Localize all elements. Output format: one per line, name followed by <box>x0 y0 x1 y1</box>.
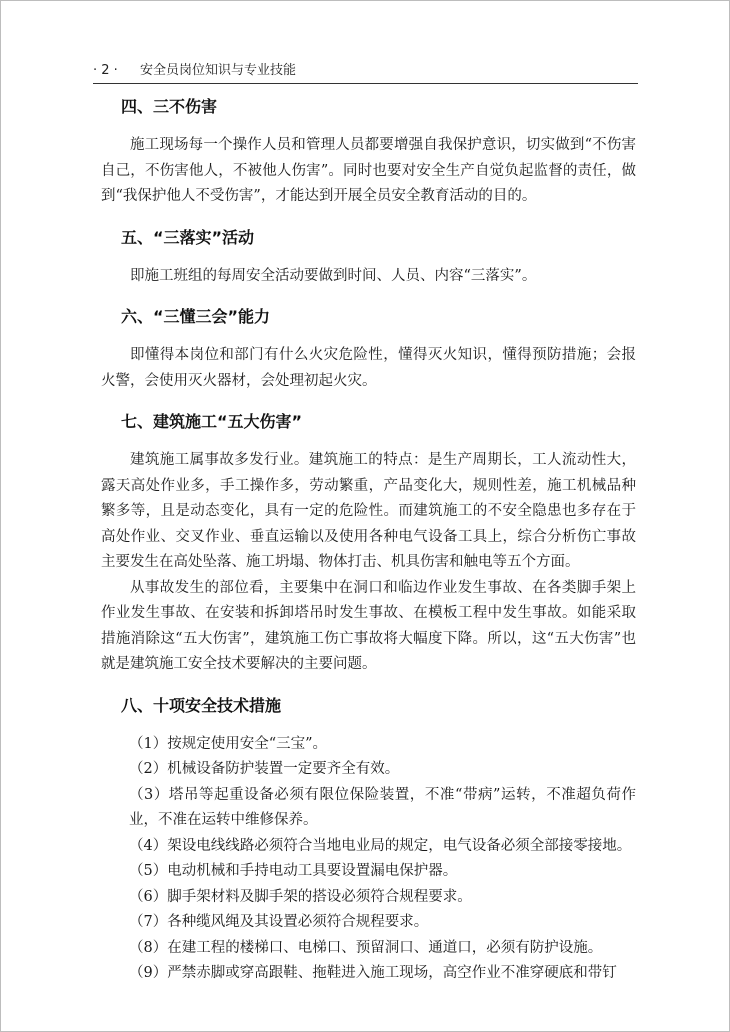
paragraph: 从事故发生的部位看，主要集中在洞口和临边作业发生事故、在各类脚手架上作业发生事故、在安装和拆卸塔吊时发生事故、在模板工程中发生事故。如能采取措施消除这“五大伤害”，建筑施工伤亡事故将大幅度下降。所以，这“五大伤害”也就是建筑施工安全技术要解决的主要问题。 <box>101 579 636 672</box>
running-header <box>93 61 638 84</box>
list-item: （5）电动机械和手持电动工具要设置漏电保护器。 <box>129 863 458 879</box>
list-item: （9）严禁赤脚或穿高跟鞋、拖鞋进入施工现场，高空作业不准穿硬底和带钉 <box>129 965 617 981</box>
section-heading-7: 七、建筑施工“五大伤害” <box>121 412 303 431</box>
list-item: （2）机械设备防护装置一定要齐全有效。 <box>129 761 400 777</box>
list-item: （1）按规定使用安全“三宝”。 <box>129 735 328 752</box>
paragraph: 即懂得本岗位和部门有什么火灾危险性，懂得灭火知识，懂得预防措施；会报火警，会使用灭火器材，会处理初起火灾。 <box>101 347 636 389</box>
list-item: （7）各种缆风绳及其设置必须符合规程要求。 <box>129 914 429 930</box>
page-body <box>101 95 636 987</box>
list-item: （3）塔吊等起重设备必须有限位保险装置，不准“带病”运转，不准超负荷作业，不准在运转中维修保养。 <box>129 786 636 828</box>
section-heading-6: 六、“三懂三会”能力 <box>121 307 271 326</box>
section-heading-4: 四、三不伤害 <box>121 97 218 116</box>
list-item: （6）脚手架材料及脚手架的搭设必须符合规程要求。 <box>129 888 472 905</box>
list-item: （8）在建工程的楼梯口、电梯口、预留洞口、通道口，必须有防护设施。 <box>129 939 603 956</box>
paragraph: 施工现场每一个操作人员和管理人员都要增强自我保护意识，切实做到“不伤害自己，不伤害他人，不被他人伤害”。同时也要对安全生产自觉负起监督的责任，做到“我保护他人不受伤害”，才能达到开展全员安全教育活动的目的。 <box>101 137 636 204</box>
list-item: （4）架设电线线路必须符合当地电业局的规定，电气设备必须全部接零接地。 <box>129 837 632 854</box>
page-number: · 2 · <box>93 63 118 78</box>
safety-measures-list <box>101 732 636 987</box>
paragraph: 建筑施工属事故多发行业。建筑施工的特点：是生产周期长，工人流动性大，露天高处作业多，手工操作多，劳动繁重，产品变化大，规则性差，施工机械品种繁多等，且是动态变化，具有一定的危险性。而建筑施工的不安全隐患也多存在于高处作业、交叉作业、垂直运输以及使用各种电气设备工具上，综合分析伤亡事故主要发生在高处坠落、施工坍塌、物体打击、机具伤害和触电等五个方面。 <box>101 452 636 570</box>
section-heading-8: 八、十项安全技术措施 <box>121 695 282 715</box>
book-title: 安全员岗位知识与专业技能 <box>139 63 296 78</box>
section-heading-5: 五、“三落实”活动 <box>121 227 255 247</box>
paragraph: 即施工班组的每周安全活动要做到时间、人员、内容“三落实”。 <box>130 267 537 284</box>
